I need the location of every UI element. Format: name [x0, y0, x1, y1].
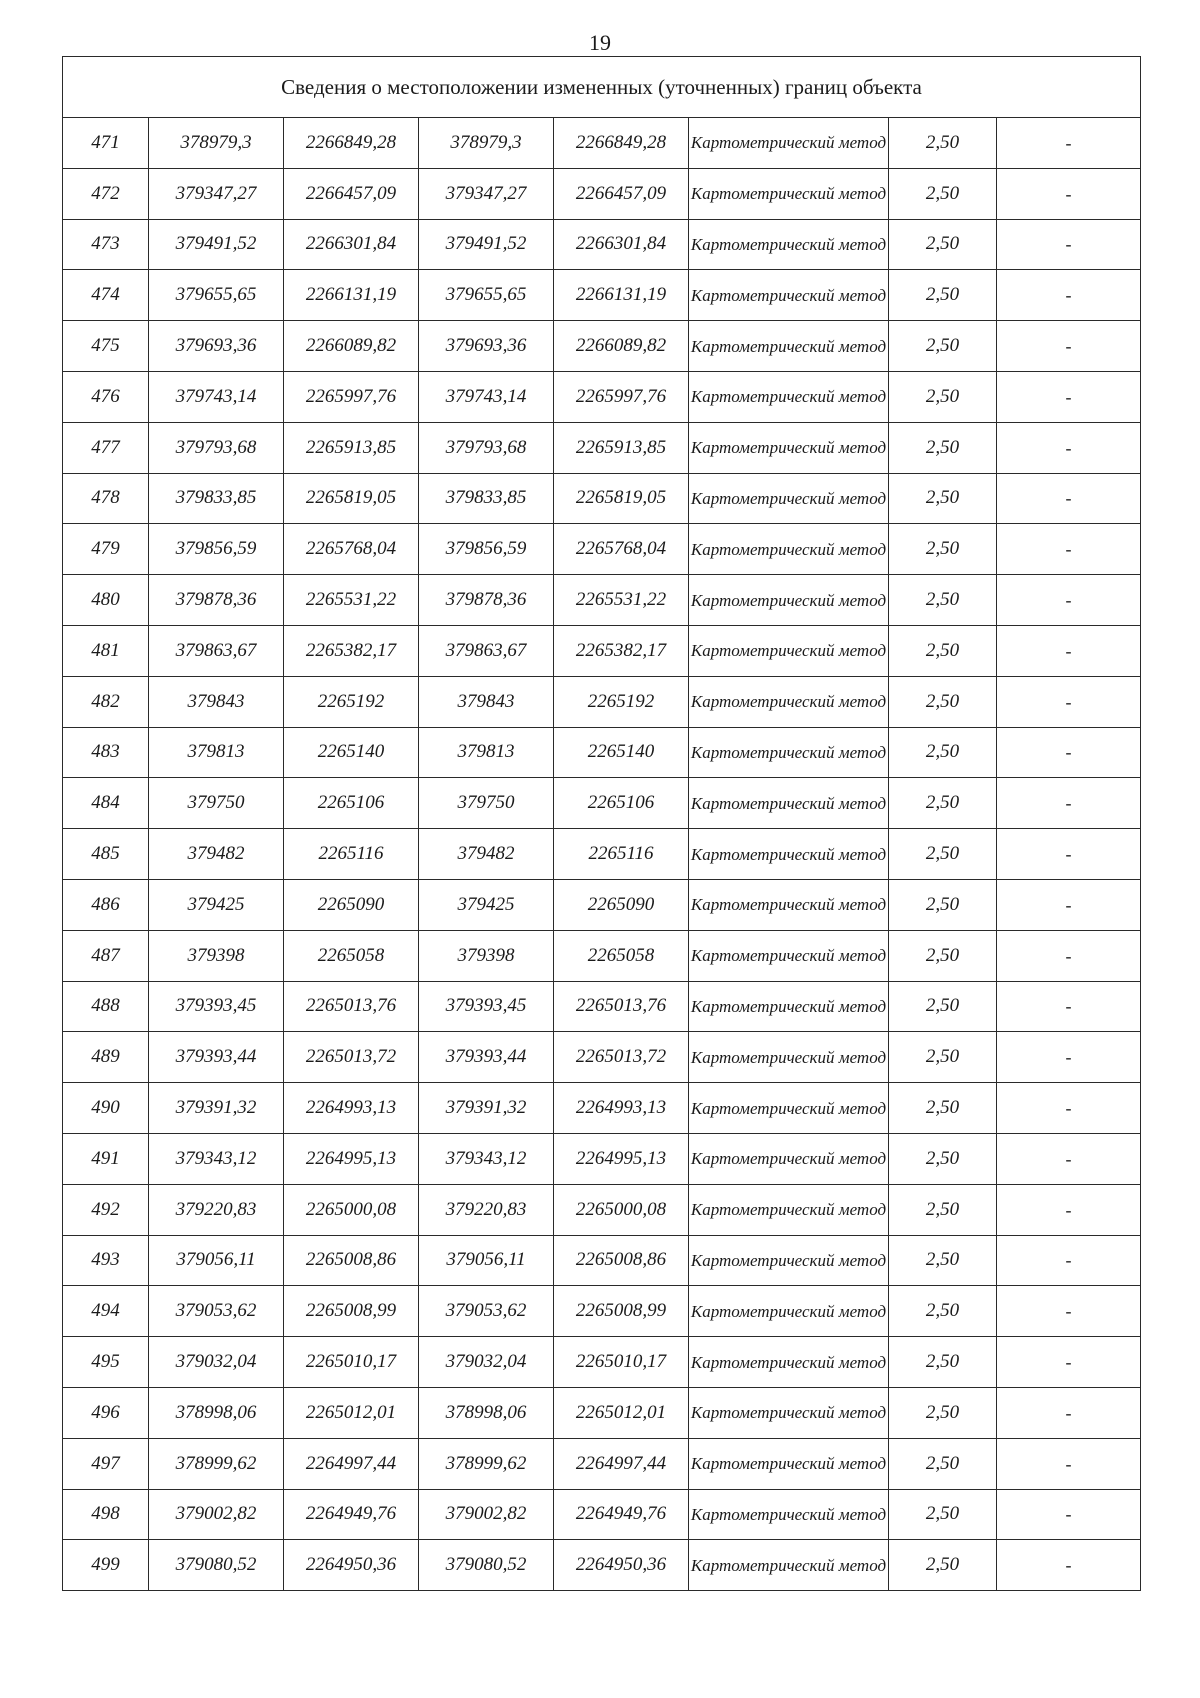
refined-x-cell: 379863,67 [419, 625, 554, 676]
refined-x-cell: 379343,12 [419, 1133, 554, 1184]
table-row [63, 270, 1141, 321]
accuracy-cell: 2,50 [889, 219, 997, 270]
accuracy-cell: 2,50 [889, 1489, 997, 1540]
existing-x-cell: 379220,83 [149, 1184, 284, 1235]
method-cell: Картометрический метод [689, 524, 889, 575]
refined-y-cell: 2265997,76 [554, 371, 689, 422]
refined-x-cell: 379393,45 [419, 981, 554, 1032]
table-row [63, 778, 1141, 829]
existing-y-cell: 2265008,99 [284, 1286, 419, 1337]
method-cell: Картометрический метод [689, 1286, 889, 1337]
refined-y-cell: 2265192 [554, 676, 689, 727]
refined-y-cell: 2264949,76 [554, 1489, 689, 1540]
refined-y-cell: 2265013,72 [554, 1032, 689, 1083]
existing-x-cell: 379813 [149, 727, 284, 778]
accuracy-cell: 2,50 [889, 1387, 997, 1438]
refined-y-cell: 2265010,17 [554, 1337, 689, 1388]
method-cell: Картометрический метод [689, 1438, 889, 1489]
method-cell: Картометрический метод [689, 422, 889, 473]
note-cell: - [997, 422, 1141, 473]
point-number-cell: 476 [63, 371, 149, 422]
refined-y-cell: 2265012,01 [554, 1387, 689, 1438]
note-cell: - [997, 1286, 1141, 1337]
existing-x-cell: 379393,44 [149, 1032, 284, 1083]
accuracy-cell: 2,50 [889, 1438, 997, 1489]
table-row [63, 1184, 1141, 1235]
refined-x-cell: 379391,32 [419, 1083, 554, 1134]
point-number-cell: 492 [63, 1184, 149, 1235]
point-number-cell: 497 [63, 1438, 149, 1489]
point-number-cell: 495 [63, 1337, 149, 1388]
note-cell: - [997, 575, 1141, 626]
point-number-cell: 498 [63, 1489, 149, 1540]
point-number-cell: 490 [63, 1083, 149, 1134]
table-row [63, 1083, 1141, 1134]
note-cell: - [997, 1184, 1141, 1235]
existing-x-cell: 379833,85 [149, 473, 284, 524]
existing-y-cell: 2265116 [284, 829, 419, 880]
existing-y-cell: 2265997,76 [284, 371, 419, 422]
note-cell: - [997, 676, 1141, 727]
point-number-cell: 493 [63, 1235, 149, 1286]
point-number-cell: 486 [63, 879, 149, 930]
refined-x-cell: 379002,82 [419, 1489, 554, 1540]
existing-y-cell: 2265531,22 [284, 575, 419, 626]
accuracy-cell: 2,50 [889, 778, 997, 829]
note-cell: - [997, 778, 1141, 829]
refined-x-cell: 379393,44 [419, 1032, 554, 1083]
existing-x-cell: 378979,3 [149, 118, 284, 169]
point-number-cell: 483 [63, 727, 149, 778]
table-row [63, 118, 1141, 169]
point-number-cell: 480 [63, 575, 149, 626]
existing-y-cell: 2265012,01 [284, 1387, 419, 1438]
note-cell: - [997, 1540, 1141, 1591]
accuracy-cell: 2,50 [889, 981, 997, 1032]
note-cell: - [997, 219, 1141, 270]
refined-y-cell: 2265819,05 [554, 473, 689, 524]
table-row [63, 1286, 1141, 1337]
existing-x-cell: 379425 [149, 879, 284, 930]
existing-y-cell: 2264993,13 [284, 1083, 419, 1134]
existing-y-cell: 2264995,13 [284, 1133, 419, 1184]
point-number-cell: 471 [63, 118, 149, 169]
note-cell: - [997, 981, 1141, 1032]
existing-x-cell: 378999,62 [149, 1438, 284, 1489]
method-cell: Картометрический метод [689, 321, 889, 372]
accuracy-cell: 2,50 [889, 1337, 997, 1388]
accuracy-cell: 2,50 [889, 371, 997, 422]
table-row [63, 676, 1141, 727]
point-number-cell: 487 [63, 930, 149, 981]
method-cell: Картометрический метод [689, 575, 889, 626]
refined-x-cell: 379833,85 [419, 473, 554, 524]
accuracy-cell: 2,50 [889, 422, 997, 473]
refined-x-cell: 379398 [419, 930, 554, 981]
point-number-cell: 481 [63, 625, 149, 676]
method-cell: Картометрический метод [689, 1032, 889, 1083]
note-cell: - [997, 829, 1141, 880]
existing-x-cell: 379347,27 [149, 168, 284, 219]
refined-y-cell: 2265140 [554, 727, 689, 778]
existing-y-cell: 2265090 [284, 879, 419, 930]
existing-x-cell: 379863,67 [149, 625, 284, 676]
method-cell: Картометрический метод [689, 168, 889, 219]
point-number-cell: 496 [63, 1387, 149, 1438]
existing-x-cell: 379843 [149, 676, 284, 727]
existing-y-cell: 2265008,86 [284, 1235, 419, 1286]
refined-y-cell: 2265013,76 [554, 981, 689, 1032]
note-cell: - [997, 321, 1141, 372]
method-cell: Картометрический метод [689, 118, 889, 169]
table-row [63, 1235, 1141, 1286]
table-row [63, 473, 1141, 524]
page-number: 19 [589, 30, 611, 55]
refined-x-cell: 379750 [419, 778, 554, 829]
table-title: Сведения о местоположении измененных (уточненных) границ объекта [63, 57, 1141, 118]
refined-y-cell: 2266301,84 [554, 219, 689, 270]
table-row [63, 1032, 1141, 1083]
accuracy-cell: 2,50 [889, 829, 997, 880]
refined-y-cell: 2264997,44 [554, 1438, 689, 1489]
method-cell: Картометрический метод [689, 1387, 889, 1438]
point-number-cell: 488 [63, 981, 149, 1032]
method-cell: Картометрический метод [689, 1489, 889, 1540]
accuracy-cell: 2,50 [889, 625, 997, 676]
refined-x-cell: 378999,62 [419, 1438, 554, 1489]
existing-y-cell: 2266089,82 [284, 321, 419, 372]
refined-x-cell: 379743,14 [419, 371, 554, 422]
refined-x-cell: 379793,68 [419, 422, 554, 473]
note-cell: - [997, 1083, 1141, 1134]
note-cell: - [997, 1489, 1141, 1540]
table-body [63, 118, 1141, 1591]
point-number-cell: 478 [63, 473, 149, 524]
existing-y-cell: 2265000,08 [284, 1184, 419, 1235]
method-cell: Картометрический метод [689, 727, 889, 778]
note-cell: - [997, 1235, 1141, 1286]
table-row [63, 879, 1141, 930]
existing-x-cell: 379655,65 [149, 270, 284, 321]
accuracy-cell: 2,50 [889, 879, 997, 930]
accuracy-cell: 2,50 [889, 575, 997, 626]
table-row [63, 524, 1141, 575]
accuracy-cell: 2,50 [889, 168, 997, 219]
table-row [63, 930, 1141, 981]
method-cell: Картометрический метод [689, 625, 889, 676]
refined-x-cell: 379032,04 [419, 1337, 554, 1388]
accuracy-cell: 2,50 [889, 270, 997, 321]
method-cell: Картометрический метод [689, 778, 889, 829]
method-cell: Картометрический метод [689, 981, 889, 1032]
point-number-cell: 485 [63, 829, 149, 880]
refined-x-cell: 378979,3 [419, 118, 554, 169]
existing-x-cell: 379856,59 [149, 524, 284, 575]
point-number-cell: 475 [63, 321, 149, 372]
refined-x-cell: 379856,59 [419, 524, 554, 575]
existing-x-cell: 379002,82 [149, 1489, 284, 1540]
existing-x-cell: 379080,52 [149, 1540, 284, 1591]
accuracy-cell: 2,50 [889, 118, 997, 169]
refined-y-cell: 2266457,09 [554, 168, 689, 219]
table-row [63, 1387, 1141, 1438]
method-cell: Картометрический метод [689, 879, 889, 930]
point-number-cell: 474 [63, 270, 149, 321]
point-number-cell: 482 [63, 676, 149, 727]
existing-y-cell: 2264997,44 [284, 1438, 419, 1489]
refined-x-cell: 379425 [419, 879, 554, 930]
point-number-cell: 491 [63, 1133, 149, 1184]
refined-y-cell: 2265090 [554, 879, 689, 930]
note-cell: - [997, 879, 1141, 930]
accuracy-cell: 2,50 [889, 930, 997, 981]
note-cell: - [997, 524, 1141, 575]
note-cell: - [997, 930, 1141, 981]
note-cell: - [997, 1387, 1141, 1438]
table-row [63, 168, 1141, 219]
existing-y-cell: 2265768,04 [284, 524, 419, 575]
note-cell: - [997, 727, 1141, 778]
table-row [63, 321, 1141, 372]
existing-x-cell: 379743,14 [149, 371, 284, 422]
existing-x-cell: 379750 [149, 778, 284, 829]
accuracy-cell: 2,50 [889, 1540, 997, 1591]
existing-x-cell: 379393,45 [149, 981, 284, 1032]
method-cell: Картометрический метод [689, 1133, 889, 1184]
existing-y-cell: 2265382,17 [284, 625, 419, 676]
refined-x-cell: 379080,52 [419, 1540, 554, 1591]
note-cell: - [997, 168, 1141, 219]
existing-y-cell: 2265106 [284, 778, 419, 829]
note-cell: - [997, 1438, 1141, 1489]
existing-x-cell: 379491,52 [149, 219, 284, 270]
table-row [63, 1337, 1141, 1388]
method-cell: Картометрический метод [689, 1083, 889, 1134]
existing-y-cell: 2265013,76 [284, 981, 419, 1032]
existing-y-cell: 2265913,85 [284, 422, 419, 473]
refined-x-cell: 379843 [419, 676, 554, 727]
table-row [63, 1489, 1141, 1540]
method-cell: Картометрический метод [689, 676, 889, 727]
note-cell: - [997, 118, 1141, 169]
refined-x-cell: 379813 [419, 727, 554, 778]
point-number-cell: 494 [63, 1286, 149, 1337]
existing-y-cell: 2264950,36 [284, 1540, 419, 1591]
existing-x-cell: 379056,11 [149, 1235, 284, 1286]
method-cell: Картометрический метод [689, 270, 889, 321]
note-cell: - [997, 625, 1141, 676]
existing-y-cell: 2264949,76 [284, 1489, 419, 1540]
table-row [63, 422, 1141, 473]
refined-x-cell: 379491,52 [419, 219, 554, 270]
refined-x-cell: 379655,65 [419, 270, 554, 321]
refined-x-cell: 379220,83 [419, 1184, 554, 1235]
note-cell: - [997, 371, 1141, 422]
note-cell: - [997, 1337, 1141, 1388]
coordinates-table [62, 56, 1141, 1591]
accuracy-cell: 2,50 [889, 1083, 997, 1134]
table-row [63, 829, 1141, 880]
accuracy-cell: 2,50 [889, 524, 997, 575]
refined-x-cell: 379693,36 [419, 321, 554, 372]
table-row [63, 1540, 1141, 1591]
refined-x-cell: 379347,27 [419, 168, 554, 219]
note-cell: - [997, 473, 1141, 524]
refined-y-cell: 2265116 [554, 829, 689, 880]
existing-y-cell: 2266131,19 [284, 270, 419, 321]
existing-y-cell: 2266457,09 [284, 168, 419, 219]
method-cell: Картометрический метод [689, 219, 889, 270]
method-cell: Картометрический метод [689, 1337, 889, 1388]
table-row [63, 727, 1141, 778]
refined-x-cell: 378998,06 [419, 1387, 554, 1438]
refined-y-cell: 2266849,28 [554, 118, 689, 169]
refined-y-cell: 2265106 [554, 778, 689, 829]
existing-y-cell: 2265058 [284, 930, 419, 981]
method-cell: Картометрический метод [689, 1235, 889, 1286]
table-row [63, 981, 1141, 1032]
refined-y-cell: 2266089,82 [554, 321, 689, 372]
method-cell: Картометрический метод [689, 930, 889, 981]
refined-y-cell: 2265382,17 [554, 625, 689, 676]
refined-y-cell: 2264950,36 [554, 1540, 689, 1591]
note-cell: - [997, 1032, 1141, 1083]
existing-x-cell: 379878,36 [149, 575, 284, 626]
existing-x-cell: 379693,36 [149, 321, 284, 372]
method-cell: Картометрический метод [689, 371, 889, 422]
existing-y-cell: 2265013,72 [284, 1032, 419, 1083]
point-number-cell: 477 [63, 422, 149, 473]
note-cell: - [997, 270, 1141, 321]
refined-x-cell: 379482 [419, 829, 554, 880]
table-row [63, 625, 1141, 676]
accuracy-cell: 2,50 [889, 1032, 997, 1083]
existing-x-cell: 378998,06 [149, 1387, 284, 1438]
existing-x-cell: 379793,68 [149, 422, 284, 473]
existing-x-cell: 379032,04 [149, 1337, 284, 1388]
point-number-cell: 472 [63, 168, 149, 219]
accuracy-cell: 2,50 [889, 321, 997, 372]
point-number-cell: 473 [63, 219, 149, 270]
existing-y-cell: 2265010,17 [284, 1337, 419, 1388]
refined-y-cell: 2264995,13 [554, 1133, 689, 1184]
accuracy-cell: 2,50 [889, 1133, 997, 1184]
existing-y-cell: 2265192 [284, 676, 419, 727]
accuracy-cell: 2,50 [889, 1286, 997, 1337]
point-number-cell: 484 [63, 778, 149, 829]
existing-x-cell: 379053,62 [149, 1286, 284, 1337]
existing-x-cell: 379343,12 [149, 1133, 284, 1184]
refined-y-cell: 2265000,08 [554, 1184, 689, 1235]
point-number-cell: 499 [63, 1540, 149, 1591]
existing-y-cell: 2265140 [284, 727, 419, 778]
point-number-cell: 489 [63, 1032, 149, 1083]
refined-x-cell: 379053,62 [419, 1286, 554, 1337]
existing-y-cell: 2266301,84 [284, 219, 419, 270]
table-row [63, 219, 1141, 270]
method-cell: Картометрический метод [689, 473, 889, 524]
refined-y-cell: 2264993,13 [554, 1083, 689, 1134]
method-cell: Картометрический метод [689, 1184, 889, 1235]
table-row [63, 575, 1141, 626]
table-row [63, 371, 1141, 422]
refined-x-cell: 379878,36 [419, 575, 554, 626]
refined-y-cell: 2265008,99 [554, 1286, 689, 1337]
accuracy-cell: 2,50 [889, 1235, 997, 1286]
existing-y-cell: 2266849,28 [284, 118, 419, 169]
point-number-cell: 479 [63, 524, 149, 575]
refined-x-cell: 379056,11 [419, 1235, 554, 1286]
existing-y-cell: 2265819,05 [284, 473, 419, 524]
method-cell: Картометрический метод [689, 1540, 889, 1591]
note-cell: - [997, 1133, 1141, 1184]
accuracy-cell: 2,50 [889, 727, 997, 778]
accuracy-cell: 2,50 [889, 676, 997, 727]
existing-x-cell: 379482 [149, 829, 284, 880]
table-row [63, 1438, 1141, 1489]
table-row [63, 1133, 1141, 1184]
refined-y-cell: 2266131,19 [554, 270, 689, 321]
accuracy-cell: 2,50 [889, 1184, 997, 1235]
accuracy-cell: 2,50 [889, 473, 997, 524]
method-cell: Картометрический метод [689, 829, 889, 880]
refined-y-cell: 2265768,04 [554, 524, 689, 575]
refined-y-cell: 2265008,86 [554, 1235, 689, 1286]
refined-y-cell: 2265531,22 [554, 575, 689, 626]
refined-y-cell: 2265058 [554, 930, 689, 981]
existing-x-cell: 379391,32 [149, 1083, 284, 1134]
refined-y-cell: 2265913,85 [554, 422, 689, 473]
existing-x-cell: 379398 [149, 930, 284, 981]
